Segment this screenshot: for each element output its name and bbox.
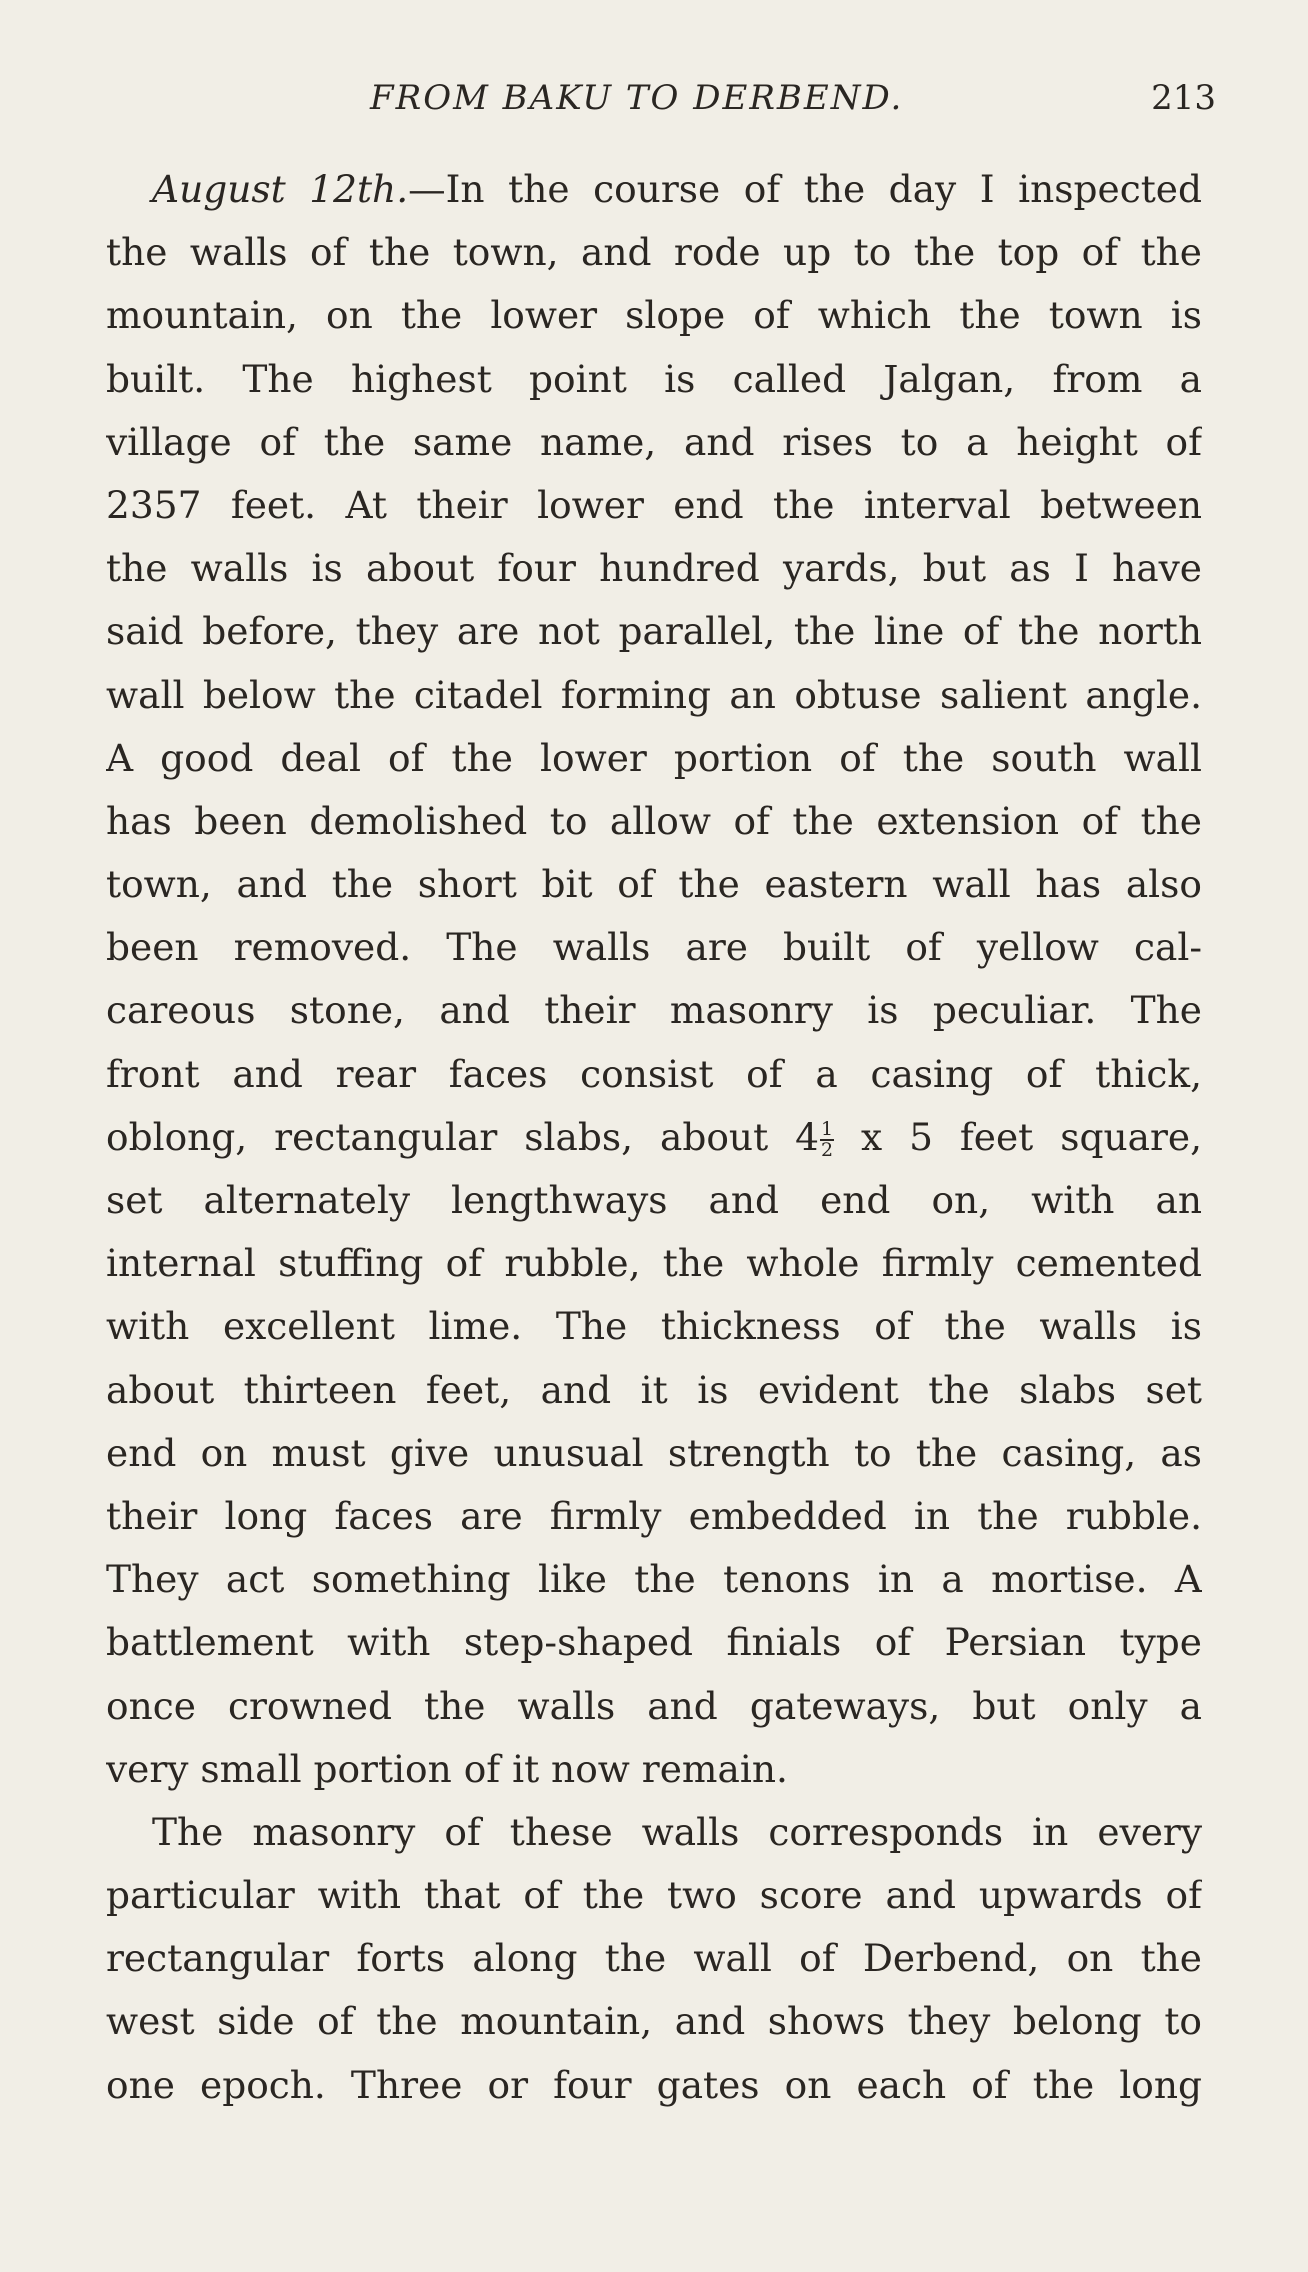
text-line: town, and the short bit of the eastern wall has also bbox=[106, 862, 1202, 907]
text-line: with excellent lime. The thickness of the walls is bbox=[106, 1304, 1202, 1349]
text-line: front and rear faces consist of a casing of thick, bbox=[106, 1051, 1202, 1096]
text-line: village of the same name, and rises to a height of bbox=[106, 419, 1202, 464]
text-line: built. The highest point is called Jalgan, from a bbox=[106, 356, 1202, 401]
text-line: particular with that of the two score and upwards of bbox=[106, 1873, 1202, 1918]
text-line: west side of the mountain, and shows they belong to bbox=[106, 1999, 1202, 2044]
paragraph-2-line-1: The masonry of these walls corresponds in every bbox=[152, 1809, 1202, 1854]
text-line: been removed. The walls are built of yellow cal- bbox=[106, 925, 1202, 970]
running-head bbox=[0, 78, 1308, 128]
text-line: about thirteen feet, and it is evident the slabs set bbox=[106, 1367, 1202, 1412]
text-line: the walls is about four hundred yards, but as I have bbox=[106, 546, 1202, 591]
text-line: rectangular forts along the wall of Derbend, on the bbox=[106, 1936, 1202, 1981]
text-line: battlement with step-shaped finials of Persian type bbox=[106, 1620, 1202, 1665]
text-line: wall below the citadel forming an obtuse salient angle. bbox=[106, 672, 1202, 717]
text-line: the walls of the town, and rode up to the top of the bbox=[106, 230, 1202, 275]
paragraph-1-last-line: very small portion of it now remain. bbox=[106, 1746, 788, 1791]
dimension-line bbox=[106, 1106, 1202, 1169]
text-line: once crowned the walls and gateways, but only a bbox=[106, 1683, 1202, 1728]
text-line: 2357 feet. At their lower end the interval between bbox=[106, 482, 1202, 527]
text-line: their long faces are firmly embedded in the rubble. bbox=[106, 1493, 1202, 1538]
fraction-denominator: 2 bbox=[820, 1139, 834, 1162]
text-line: has been demolished to allow of the extension of the bbox=[106, 798, 1202, 843]
text-line: said before, they are not parallel, the line of the north bbox=[106, 609, 1202, 654]
text-line: careous stone, and their masonry is peculiar. The bbox=[106, 988, 1202, 1033]
text-line: A good deal of the lower portion of the south wall bbox=[106, 735, 1202, 780]
text-line: mountain, on the lower slope of which the town is bbox=[106, 293, 1202, 338]
body-text bbox=[106, 158, 1202, 2117]
fraction-half bbox=[820, 1120, 834, 1160]
paragraph-1-line-1 bbox=[106, 158, 1202, 221]
line-text: —In the course of the day I inspected bbox=[408, 167, 1202, 211]
fraction-numerator: 1 bbox=[820, 1118, 834, 1141]
text-line: set alternately lengthways and end on, with an bbox=[106, 1178, 1202, 1222]
entry-date: August 12th. bbox=[152, 167, 409, 211]
page-number: 213 bbox=[1151, 78, 1216, 118]
running-title: FROM BAKU TO DERBEND. bbox=[370, 78, 904, 118]
dimension-text-before: oblong, rectangular slabs, about 4 bbox=[106, 1114, 819, 1159]
text-line: internal stuffing of rubble, the whole firmly cemented bbox=[106, 1241, 1202, 1286]
text-line: end on must give unusual strength to the casing, as bbox=[106, 1430, 1202, 1475]
text-line: one epoch. Three or four gates on each of the long bbox=[106, 2062, 1202, 2107]
dimension-text-after: x 5 feet square, bbox=[834, 1114, 1202, 1159]
text-line: They act something like the tenons in a mortise. A bbox=[106, 1557, 1202, 1602]
